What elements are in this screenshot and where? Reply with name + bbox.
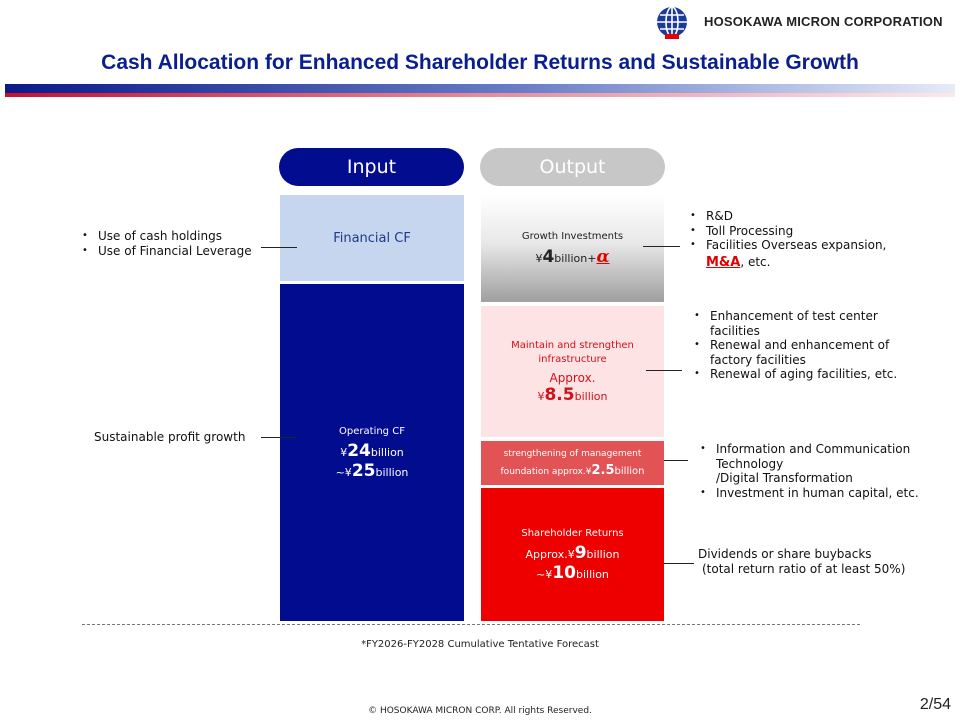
input-pill: Input (279, 148, 464, 186)
forecast-footnote: *FY2026-FY2028 Cumulative Tentative Forecast (361, 639, 599, 650)
growth-investments-label: Growth Investments (521, 231, 624, 242)
note-item: • Use of cash holdings (80, 229, 260, 244)
operating-cf-line1: ¥24billion (340, 440, 404, 461)
foundation-notes (698, 442, 956, 500)
infrastructure-approx: Approx. (549, 370, 596, 385)
foundation-amount: foundation approx.¥2.5billion (500, 462, 645, 478)
operating-cf-box (280, 284, 464, 621)
note-item-cont: /Digital Transformation (716, 471, 853, 485)
note-item-cont: facilities (710, 323, 760, 338)
note-item: • Use of Financial Leverage (80, 244, 260, 259)
shareholder-returns-line2: ~¥10billion (536, 562, 609, 583)
growth-investments-amount: ¥4billion+α (535, 247, 610, 267)
shareholder-returns-line1: Approx.¥9billion (525, 542, 620, 563)
financial-cf-label: Financial CF (333, 230, 411, 246)
title-divider-bar (5, 84, 955, 98)
globe-logo-icon (654, 6, 690, 40)
alpha-symbol: α (596, 247, 610, 267)
note-item: (total return ratio of at least 50%) (702, 561, 906, 576)
growth-investments-box (481, 195, 664, 302)
note-item: • Renewal of aging facilities, etc. (692, 367, 952, 382)
operating-cf-line2: ~¥25billion (335, 460, 409, 481)
note-item: • Renewal and enhancement of (692, 338, 952, 353)
growth-notes (688, 209, 948, 270)
shareholder-notes (698, 547, 948, 576)
infrastructure-amount: ¥8.5billion (537, 384, 608, 405)
company-logo (654, 6, 954, 38)
connector-financial (261, 247, 297, 248)
management-foundation-box (481, 441, 664, 485)
infrastructure-box (481, 306, 664, 437)
ma-line: M&A, etc. (706, 254, 771, 270)
infrastructure-notes (692, 309, 952, 382)
connector-operating (261, 437, 297, 438)
financial-notes (80, 229, 260, 258)
note-item: • Facilities Overseas expansion, (688, 238, 948, 253)
shareholder-returns-box (481, 488, 664, 621)
infrastructure-label-2: infrastructure (538, 353, 607, 365)
infrastructure-label-1: Maintain and strengthen (511, 339, 634, 351)
note-item: • R&D (688, 209, 948, 224)
connector-infrastructure (646, 370, 682, 371)
dashed-divider (82, 624, 860, 625)
copyright: © HOSOKAWA MICRON CORP. All rights Reserved. (368, 706, 592, 716)
page-title: Cash Allocation for Enhanced Shareholder Returns and Sustainable Growth (101, 51, 859, 74)
shareholder-returns-label: Shareholder Returns (521, 527, 624, 539)
note-item: • Toll Processing (688, 224, 948, 239)
note-item: • Enhancement of test center (692, 309, 952, 324)
company-name: HOSOKAWA MICRON CORPORATION (704, 14, 943, 29)
foundation-label: strengthening of management (503, 448, 642, 459)
note-item-cont: factory facilities (710, 352, 806, 367)
operating-note: Sustainable profit growth (94, 430, 246, 444)
page-number: 2/54 (919, 696, 951, 713)
note-item: • Investment in human capital, etc. (698, 486, 956, 501)
financial-cf-box (280, 195, 464, 281)
connector-shareholder (664, 563, 694, 564)
note-item-cont: Technology (716, 456, 784, 471)
connector-foundation (664, 460, 688, 461)
note-item: Dividends or share buybacks (698, 547, 872, 561)
ma-highlight: M&A (706, 254, 741, 270)
output-pill: Output (480, 148, 665, 186)
operating-cf-label: Operating CF (339, 425, 405, 437)
note-item: • Information and Communication (698, 442, 956, 457)
connector-growth (643, 246, 680, 247)
